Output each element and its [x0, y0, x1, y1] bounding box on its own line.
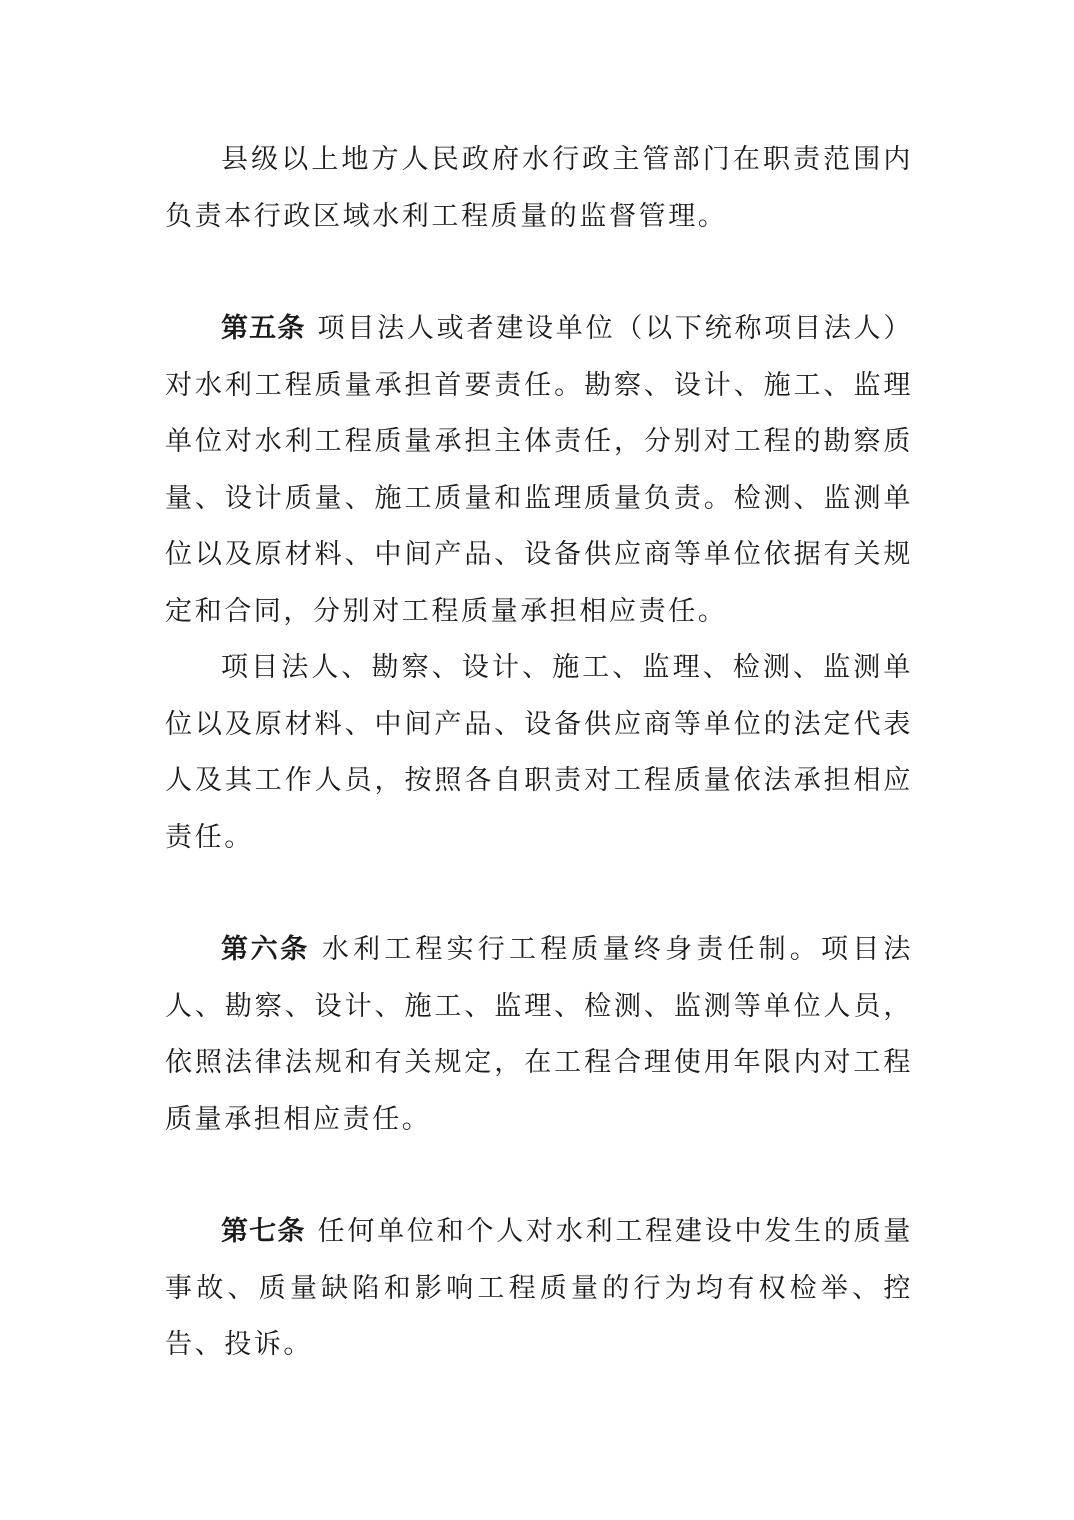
article-number: 第七条	[221, 1216, 306, 1247]
paragraph-text: 县级以上地方人民政府水行政主管部门在职责范围内负责本行政区域水利工程质量的监督管理。	[165, 144, 913, 232]
paragraph-text: 任何单位和个人对水利工程建设中发生的质量事故、质量缺陷和影响工程质量的行为均有权检举、控告、投诉。	[165, 1216, 914, 1360]
article-number: 第六条	[221, 934, 310, 965]
paragraph-text: 水利工程实行工程质量终身责任制。项目法人、勘察、设计、施工、监理、检测、监测等单位人员，依照法律法规和有关规定，在工程合理使用年限内对工程质量承担相应责任。	[165, 934, 914, 1135]
document-page	[165, 132, 913, 1374]
article-7	[165, 1204, 913, 1374]
article-5	[165, 301, 913, 640]
article-5-paragraph-2	[165, 640, 913, 866]
paragraph-county-supervision	[165, 132, 913, 245]
article-6	[165, 922, 913, 1148]
paragraph-text: 项目法人、勘察、设计、施工、监理、检测、监测单位以及原材料、中间产品、设备供应商等单位的法定代表人及其工作人员，按照各自职责对工程质量依法承担相应责任。	[165, 652, 913, 853]
article-number: 第五条	[221, 313, 306, 344]
paragraph-text: 项目法人或者建设单位（以下统称项目法人）对水利工程质量承担首要责任。勘察、设计、施工、监理单位对水利工程质量承担主体责任，分别对工程的勘察质量、设计质量、施工质量和监理质量负责。检测、监测单位以及原材料、中间产品、设备供应商等单位依据有关规定和合同，分别对工程质量承担相应责任。	[165, 313, 914, 627]
